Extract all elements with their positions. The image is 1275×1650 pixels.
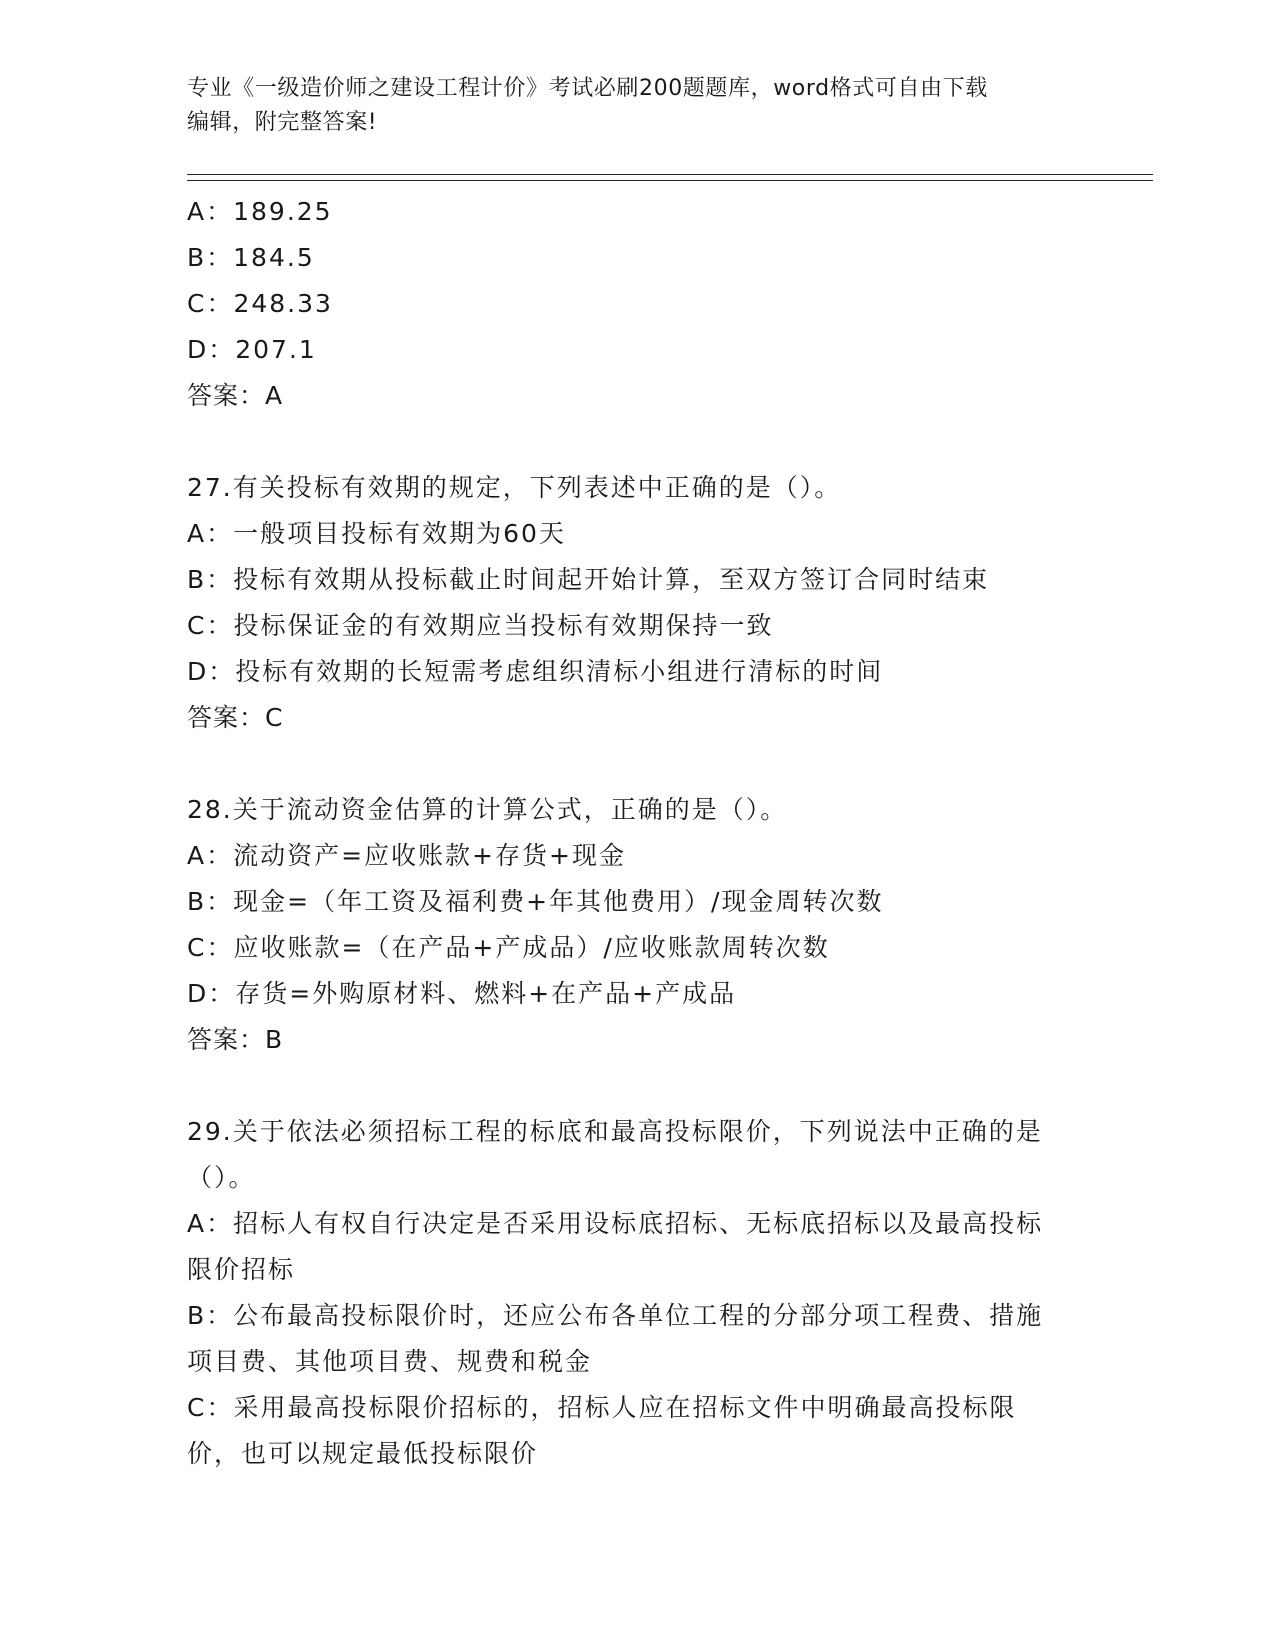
option-c: C：投标保证金的有效期应当投标有效期保持一致 [187, 611, 774, 640]
option-d: D：存货=外购原材料、燃料+在产品+产成品 [187, 979, 737, 1008]
answer-line: 答案：A [187, 381, 284, 410]
option-b: B：现金=（年工资及福利费+年其他费用）/现金周转次数 [187, 887, 884, 916]
header-line-1: 专业《一级造价师之建设工程计价》考试必刷200题题库，word格式可自由下载 [187, 76, 988, 101]
option-c: C：应收账款=（在产品+产成品）/应收账款周转次数 [187, 933, 830, 962]
header-divider-bottom [187, 180, 1153, 181]
option-a: A：招标人有权自行决定是否采用设标底招标、无标底招标以及最高投标限价招标 [187, 1209, 1044, 1284]
option-d: D：投标有效期的长短需考虑组织清标小组进行清标的时间 [187, 657, 884, 686]
option-a: A：流动资产=应收账款+存货+现金 [187, 841, 626, 870]
question-content [187, 189, 1067, 1477]
question-29 [187, 1109, 1067, 1477]
question-stem: 28.关于流动资金估算的计算公式，正确的是（）。 [187, 795, 788, 824]
option-b: B：投标有效期从投标截止时间起开始计算，至双方签订合同时结束 [187, 565, 990, 594]
document-header [187, 72, 1067, 140]
header-line-2: 编辑，附完整答案! [187, 110, 378, 135]
question-27 [187, 465, 1067, 741]
option-b: B：公布最高投标限价时，还应公布各单位工程的分部分项工程费、措施项目费、其他项目费、规费和税金 [187, 1301, 1044, 1376]
question-28 [187, 787, 1067, 1063]
answer-line: 答案：C [187, 703, 284, 732]
option-c: C：采用最高投标限价招标的，招标人应在招标文件中明确最高投标限价，也可以规定最低投标限价 [187, 1393, 1017, 1468]
question-stem: 27.有关投标有效期的规定，下列表述中正确的是（）。 [187, 473, 842, 502]
question-26-tail [187, 189, 1067, 419]
option-b: B：184.5 [187, 243, 315, 272]
header-divider-top [187, 174, 1153, 175]
option-a: A：一般项目投标有效期为60天 [187, 519, 566, 548]
option-a: A：189.25 [187, 197, 333, 226]
option-d: D：207.1 [187, 335, 317, 364]
answer-line: 答案：B [187, 1025, 284, 1054]
question-stem: 29.关于依法必须招标工程的标底和最高投标限价，下列说法中正确的是（）。 [187, 1117, 1043, 1192]
option-c: C：248.33 [187, 289, 333, 318]
